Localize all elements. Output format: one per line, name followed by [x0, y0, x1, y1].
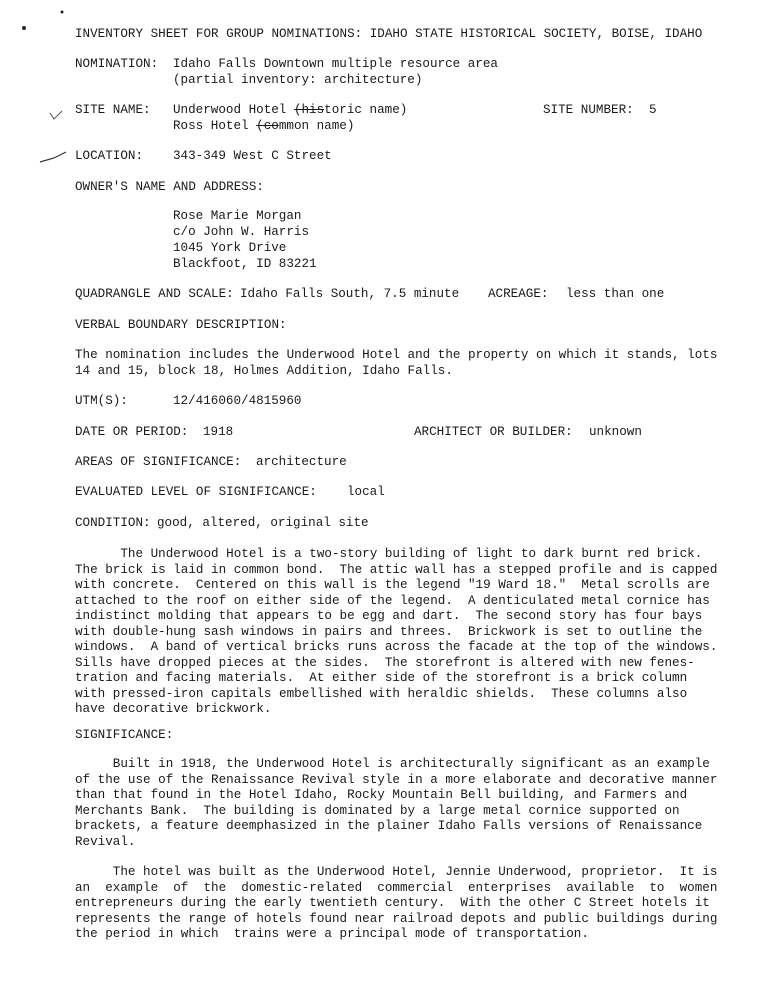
site-number-label: SITE NUMBER:: [543, 103, 634, 117]
description-line: tration and facing materials. At either side of the storefront is a brick column: [75, 671, 688, 685]
quadrangle-value: Idaho Falls South, 7.5 minute: [240, 287, 460, 301]
acreage-label: ACREAGE:: [488, 287, 549, 301]
site-name-check-mark: [48, 108, 68, 122]
boundary-label: VERBAL BOUNDARY DESCRIPTION:: [75, 318, 287, 332]
significance-line: The hotel was built as the Underwood Hotel, Jennie Underwood, proprietor. It is: [75, 865, 718, 879]
significance-paragraph-2: [75, 865, 720, 943]
owner-line: Rose Marie Morgan: [173, 209, 302, 223]
condition-label: CONDITION:: [75, 516, 151, 530]
margin-dot-mark: [14, 6, 74, 36]
site-number-value: 5: [649, 103, 657, 117]
nomination-value-line1: Idaho Falls Downtown multiple resource area: [173, 57, 498, 71]
description-line: indistinct molding that appears to be egg and dart. The second story has four bays: [75, 609, 703, 623]
location-label: LOCATION:: [75, 149, 144, 163]
description-line: windows. A band of vertical bricks runs across the facade at the top of the windows.: [75, 640, 718, 654]
site-name-common: Ross Hotel (common name): [173, 119, 355, 133]
nomination-label: NOMINATION:: [75, 57, 159, 71]
quadrangle-label: QUADRANGLE AND SCALE:: [75, 287, 234, 301]
significance-line: than that found in the Hotel Idaho, Rocky Mountain Bell building, and Farmers and: [75, 788, 688, 802]
significance-line: represents the range of hotels found near railroad depots and public buildings during: [75, 911, 718, 926]
condition-value: good, altered, original site: [157, 516, 369, 530]
significance-line: Merchants Bank. The building is dominated by a large metal cornice supported on: [75, 803, 680, 818]
site-name-historic: Underwood Hotel (historic name): [173, 103, 408, 117]
owner-line: c/o John W. Harris: [173, 225, 310, 239]
areas-label: AREAS OF SIGNIFICANCE:: [75, 455, 242, 469]
owner-label: OWNER'S NAME AND ADDRESS:: [75, 180, 264, 194]
significance-label: SIGNIFICANCE:: [75, 728, 174, 742]
acreage-value: less than one: [566, 287, 665, 301]
significance-line: Revival.: [75, 834, 136, 849]
significance-line: brackets, a feature deemphasized in the plainer Idaho Falls versions of Renaissance: [75, 819, 703, 833]
evaluated-value: local: [347, 485, 385, 499]
architect-value: unknown: [589, 425, 642, 439]
significance-line: of the use of the Renaissance Revival style in a more elaborate and decorative manner: [75, 772, 718, 787]
description-paragraph: [75, 547, 720, 718]
evaluated-label: EVALUATED LEVEL OF SIGNIFICANCE:: [75, 485, 317, 499]
significance-line: an example of the domestic-related commercial enterprises available to women: [75, 880, 718, 895]
description-line: with concrete. Centered on this wall is the legend "19 Ward 18." Metal scrolls are: [75, 578, 710, 592]
significance-line: Built in 1918, the Underwood Hotel is architecturally significant as an example: [75, 757, 710, 771]
boundary-line: The nomination includes the Underwood Hotel and the property on which it stands, lots: [75, 348, 718, 362]
description-line: with pressed-iron capitals embellished with heraldic shields. These columns also: [75, 686, 688, 701]
architect-label: ARCHITECT OR BUILDER:: [414, 425, 573, 439]
description-line: The brick is laid in common bond. The attic wall has a stepped profile and is capped: [75, 562, 718, 577]
description-line: have decorative brickwork.: [75, 702, 272, 716]
description-line: attached to the roof on either side of the legend. A denticulated metal cornice has: [75, 593, 710, 608]
areas-value: architecture: [256, 455, 347, 469]
owner-line: Blackfoot, ID 83221: [173, 257, 317, 271]
description-line: with double-hung sash windows in pairs and threes. Brickwork is set to outline the: [75, 624, 703, 639]
date-label: DATE OR PERIOD:: [75, 425, 189, 439]
utm-label: UTM(S):: [75, 394, 128, 408]
date-value: 1918: [203, 425, 234, 439]
significance-line: the period in which trains were a principal mode of transportation.: [75, 927, 589, 941]
description-line: The Underwood Hotel is a two-story building of light to dark burnt red brick.: [75, 547, 703, 561]
location-check-mark: [38, 148, 68, 168]
site-name-label: SITE NAME:: [75, 103, 151, 117]
header-title: INVENTORY SHEET FOR GROUP NOMINATIONS: IDAHO STATE HISTORICAL SOCIETY, BOISE, IDAHO: [75, 27, 703, 41]
nomination-value-line2: (partial inventory: architecture): [173, 73, 423, 87]
boundary-line: 14 and 15, block 18, Holmes Addition, Idaho Falls.: [75, 364, 453, 378]
owner-line: 1045 York Drive: [173, 241, 287, 255]
significance-line: entrepreneurs during the early twentieth century. With the other C Street hotels it: [75, 896, 710, 910]
utm-value: 12/416060/4815960: [173, 394, 302, 408]
description-line: Sills have dropped pieces at the sides. The storefront is altered with new fenes-: [75, 655, 695, 670]
location-value: 343-349 West C Street: [173, 149, 332, 163]
significance-paragraph-1: [75, 757, 720, 850]
